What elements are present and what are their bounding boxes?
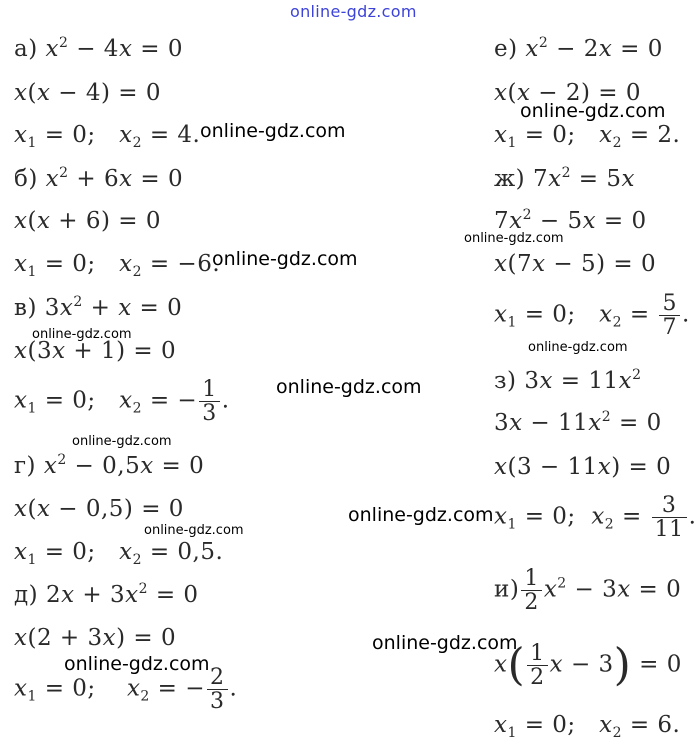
eq-i-3: $x_1 = 0$; $x_2 = 6$. — [494, 712, 681, 741]
watermark: online-gdz.com — [520, 100, 666, 122]
label-g: г) — [14, 453, 37, 479]
label-i: и) — [494, 576, 520, 603]
fraction-1-3: $\frac{1}{3}$ — [199, 378, 220, 425]
eq-e-2: x(x − 2) = 0 — [494, 80, 641, 106]
fraction-2-3: $\frac{2}{3}$ — [207, 666, 228, 713]
eq-e-3: $x_1 = 0$; $x_2 = 2$. — [494, 122, 681, 151]
watermark: online-gdz.com — [212, 248, 358, 270]
label-v: в) — [14, 295, 37, 321]
watermark: online-gdz.com — [200, 120, 346, 142]
fraction-1-2-a: $\frac{1}{2}$ — [521, 567, 542, 614]
label-e: е) — [494, 36, 518, 62]
eq-z-1: з) $3x = 11x^2$ — [494, 367, 642, 394]
watermark: online-gdz.com — [372, 632, 518, 654]
eq-b-2: x(x + 6) = 0 — [14, 208, 161, 234]
eq-v-3: $x_1 = 0$; $x_2$ = − $\frac{1}{3}$ . — [14, 377, 230, 427]
eq-z-2: $3x - 11x^2 = 0$ — [494, 409, 662, 436]
label-b: б) — [14, 166, 38, 192]
label-z: з) — [494, 368, 517, 394]
label-zh: ж) — [494, 166, 526, 192]
watermark: online-gdz.com — [144, 523, 244, 538]
watermark: online-gdz.com — [72, 434, 172, 449]
eq-e-1: е) $x^2 - 2x = 0$ — [494, 35, 663, 62]
eq-g-3: $x_1 = 0$; $x_2 = 0,5$. — [14, 539, 224, 568]
eq-d-2: x(2 + 3x) = 0 — [14, 625, 177, 651]
eq-zh-2: $7x^2 - 5x = 0$ — [494, 207, 647, 234]
eq-i-1: и) $\frac{1}{2}$ $x^2 - 3x = 0$ — [494, 566, 682, 616]
eq-i-2: x( $\frac{1}{2}$ x − 3) = 0 — [494, 639, 682, 691]
eq-a-3: $x_1 = 0$; $x_2 = 4$. — [14, 122, 201, 151]
eq-d-1: д) $2x + 3x^2 = 0$ — [14, 581, 199, 608]
eq-z-3: x(3 − 11x) = 0 — [494, 454, 672, 480]
fraction-3-11: $\frac{3}{11}$ — [652, 494, 687, 541]
watermark: online-gdz.com — [276, 376, 422, 398]
label-a: а) — [14, 36, 38, 62]
label-d: д) — [14, 582, 39, 608]
watermark-top: online-gdz.com — [290, 2, 417, 21]
eq-a-2: x(x − 4) = 0 — [14, 80, 161, 106]
watermark: online-gdz.com — [528, 340, 628, 355]
watermark: online-gdz.com — [348, 504, 494, 526]
eq-g-2: x(x − 0,5) = 0 — [14, 496, 184, 522]
eq-zh-1: ж) $7x^2 = 5x$ — [494, 165, 636, 192]
eq-z-4: $x_1 = 0$; $x_2$ = $\frac{3}{11}$ . — [494, 493, 697, 543]
eq-b-3: $x_1 = 0$; $x_2 = -6$. — [14, 251, 221, 280]
eq-zh-3: x(7x − 5) = 0 — [494, 251, 657, 277]
eq-b-1: б) $x^2 + 6x = 0$ — [14, 165, 184, 192]
eq-v-1: в) $3x^2 + x = 0$ — [14, 294, 183, 321]
eq-g-1: г) $x^2 - 0,5x = 0$ — [14, 452, 205, 479]
fraction-5-7: $\frac{5}{7}$ — [659, 292, 680, 339]
watermark: online-gdz.com — [32, 327, 132, 342]
fraction-1-2-b: $\frac{1}{2}$ — [527, 642, 548, 689]
watermark: online-gdz.com — [64, 653, 210, 675]
watermark: online-gdz.com — [464, 231, 564, 246]
eq-zh-4: $x_1 = 0$; $x_2$ = $\frac{5}{7}$ . — [494, 291, 690, 341]
eq-d-3: $x_1 = 0$; $x_2$ = − $\frac{2}{3}$ . — [14, 665, 238, 715]
eq-v-2: x(3x + 1) = 0 — [14, 338, 177, 364]
eq-a-1: а) $x^2 - 4x = 0$ — [14, 35, 183, 62]
